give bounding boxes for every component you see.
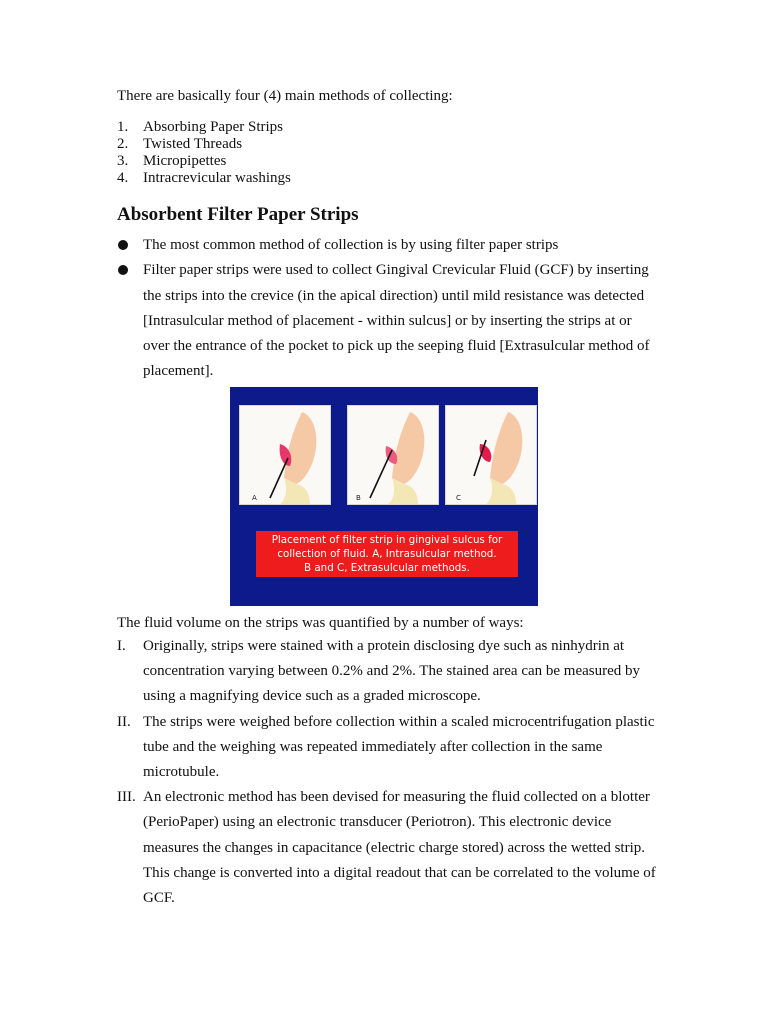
item-text: An electronic method has been devised for measuring the fluid collected on a blotter (PerioPaper) using an electronic transducer (Periotron). This electronic device measures the changes in capacitance (electric charge stored) across the wetted strip. This change is converted into a digital readout that can be correlated to the volume of GCF.: [143, 789, 656, 907]
list-item: [117, 634, 657, 710]
list-item: [117, 119, 291, 136]
panel-label: B: [356, 494, 361, 502]
section-heading: Absorbent Filter Paper Strips: [117, 204, 359, 225]
item-number: 4.: [117, 170, 129, 186]
tooth-strip-illustration: [348, 406, 438, 504]
list-item: [117, 153, 291, 170]
item-number: 1.: [117, 119, 129, 135]
item-text: Twisted Threads: [143, 136, 243, 152]
filter-strip-figure: [230, 387, 538, 606]
item-text: Intracrevicular washings: [143, 170, 291, 186]
figure-panel-c: [445, 405, 537, 505]
caption-line: B and C, Extrasulcular methods.: [304, 562, 470, 574]
list-item: [117, 710, 657, 786]
item-number: 2.: [117, 136, 129, 152]
bullet-list: [117, 233, 657, 385]
bullet-text: The most common method of collection is by using filter paper strips: [143, 237, 559, 253]
list-item: [117, 785, 657, 911]
quantification-list: [117, 634, 657, 911]
figure-panel-a: [239, 405, 331, 505]
bullet-icon: [117, 233, 143, 258]
panel-label: A: [252, 494, 257, 502]
tooth-strip-illustration: [446, 406, 536, 504]
bullet-item: [117, 258, 657, 384]
item-text: Absorbing Paper Strips: [143, 119, 283, 135]
item-number: II.: [117, 713, 131, 730]
item-number: 3.: [117, 153, 129, 169]
item-text: Micropipettes: [143, 153, 227, 169]
bullet-text: Filter paper strips were used to collect Gingival Crevicular Fluid (GCF) by inserting the strips into the crevice (in the apical direction) until mild resistance was detected [Intrasulcular method of placement - within sulcus] or by inserting the strips at or over the entrance of the pocket to pick up the seeping fluid [Extrasulcular method of placement].: [143, 262, 650, 380]
caption-line: collection of fluid. A, Intrasulcular method.: [277, 548, 497, 560]
methods-list: [117, 119, 291, 187]
item-number: III.: [117, 789, 136, 806]
intro-text: There are basically four (4) main methods of collecting:: [117, 88, 453, 104]
item-text: Originally, strips were stained with a protein disclosing dye such as ninhydrin at concentration varying between 0.2% and 2%. The stained area can be measured by using a magnifying device such as a graded microscope.: [143, 638, 641, 705]
bullet-item: [117, 233, 657, 258]
item-text: The strips were weighed before collection within a scaled microcentrifugation plastic tube and the weighing was repeated immediately after collection in the same microtubule.: [143, 713, 655, 781]
list-item: [117, 170, 291, 187]
list-item: [117, 136, 291, 153]
item-number: I.: [117, 638, 126, 654]
figure-panel-b: [347, 405, 439, 505]
bullet-icon: [117, 258, 143, 384]
figure-caption: [256, 531, 518, 577]
volume-intro-text: The fluid volume on the strips was quantified by a number of ways:: [117, 615, 524, 631]
panel-label: C: [456, 494, 461, 502]
caption-line: Placement of filter strip in gingival sulcus for: [271, 534, 503, 546]
tooth-strip-illustration: [240, 406, 330, 504]
